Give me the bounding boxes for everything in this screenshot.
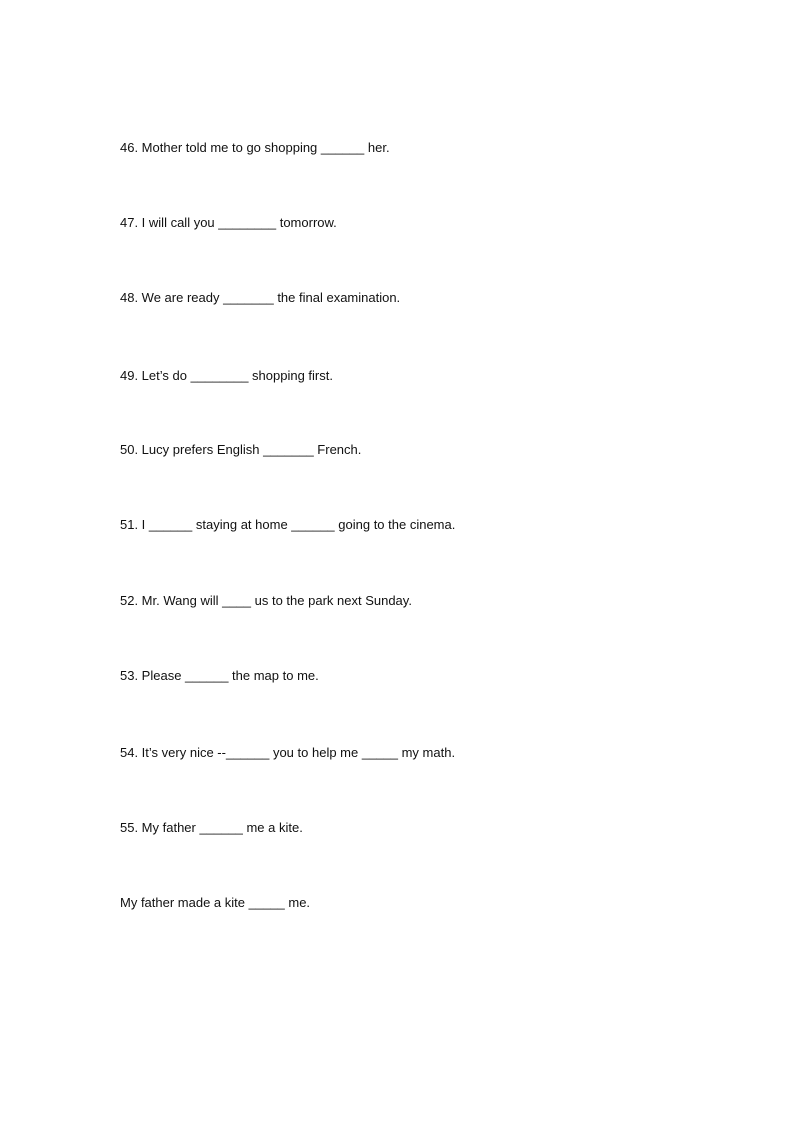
exercise-54: 54. It’s very nice --______ you to help me _____ my math. (120, 745, 456, 760)
exercise-52: 52. Mr. Wang will ____ us to the park next Sunday. (120, 593, 412, 608)
exercise-53: 53. Please ______ the map to me. (120, 668, 319, 683)
exercise-50: 50. Lucy prefers English _______ French. (120, 442, 362, 457)
exercise-47: 47. I will call you ________ tomorrow. (120, 215, 337, 230)
exercise-55-rewrite: My father made a kite _____ me. (120, 895, 311, 910)
exercise-46: 46. Mother told me to go shopping ______ her. (120, 140, 390, 155)
exercise-55: 55. My father ______ me a kite. (120, 820, 303, 835)
exercise-51: 51. I ______ staying at home ______ going to the cinema. (120, 517, 456, 532)
exercise-49: 49. Let’s do ________ shopping first. (120, 368, 333, 383)
exercise-48: 48. We are ready _______ the final examination. (120, 290, 401, 305)
